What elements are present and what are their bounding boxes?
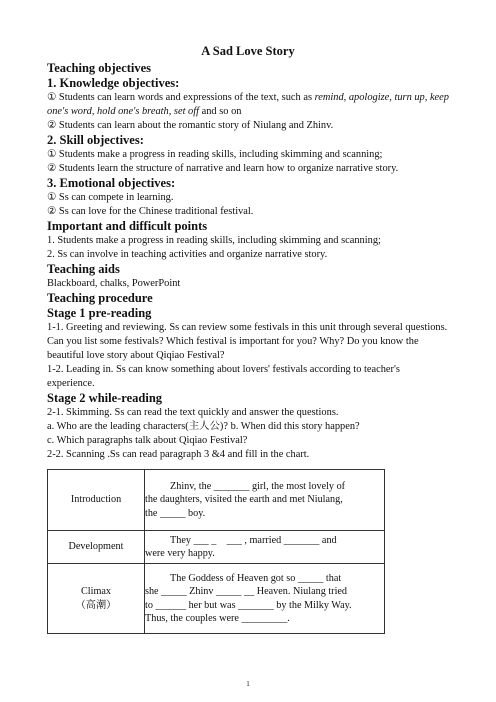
chart-row-development: [48, 531, 385, 564]
heading-stage-2: Stage 2 while-reading: [47, 391, 163, 405]
climax-line-4: Thus, the couples were _________.: [145, 613, 290, 624]
dev-line-2: were very happy.: [145, 548, 215, 559]
intro-line-3: the _____ boy.: [145, 507, 206, 519]
page-number: 1: [246, 680, 250, 688]
stage2-question-ab: a. Who are the leading characters(主人公)? b. When did this story happen?: [47, 421, 360, 432]
document-title: A Sad Love Story: [201, 44, 295, 58]
climax-label: Climax: [81, 586, 111, 597]
heading-teaching-procedure: Teaching procedure: [47, 291, 153, 305]
intro-line-1: Zhinv, the _______ girl, the most lovely of: [170, 480, 346, 492]
heading-emotional-objectives: 3. Emotional objectives:: [47, 176, 176, 190]
heading-knowledge-objectives: 1. Knowledge objectives:: [47, 76, 180, 90]
climax-line-3: to ______ her but was _______ by the Milky Way.: [145, 599, 352, 611]
important-item-1: 1. Students make a progress in reading skills, including skimming and scanning;: [47, 235, 381, 246]
emotional-item-1: ① Ss can compete in learning.: [47, 192, 174, 203]
skill-item-2: ② Students learn the structure of narrative and learn how to organize narrative story.: [47, 163, 399, 174]
knowledge-item-1: ① Students can learn words and expressions of the text, such as remind, apologize, turn up, keep one's word, hold one's breath, set off and so on: [47, 92, 449, 117]
chart-label-development: Development: [48, 531, 145, 564]
chart-row-climax: [48, 564, 385, 634]
important-item-2: 2. Ss can involve in teaching activities and organize narrative story.: [47, 249, 328, 260]
chart-label-climax: [48, 564, 145, 634]
chart-label-introduction: Introduction: [48, 470, 145, 531]
knowledge-item-2: ② Students can learn about the romantic story of Niulang and Zhinv.: [47, 120, 334, 131]
chart-cell-introduction: [145, 470, 385, 531]
intro-line-2: the daughters, visited the earth and met Niulang,: [145, 494, 343, 506]
stage1-step-1: 1-1. Greeting and reviewing. Ss can review some festivals in this unit through several questions. Can you list some festivals? Which festival is important for you? Why? Do you know the beautiful love story about Qiqiao Festival?: [47, 322, 448, 361]
document-body: [47, 44, 449, 462]
heading-skill-objectives: 2. Skill objectives:: [47, 133, 144, 147]
teaching-aids-text: Blackboard, chalks, PowerPoint: [47, 278, 181, 289]
chart-cell-climax: [145, 564, 385, 634]
stage2-step-1: 2-1. Skimming. Ss can read the text quickly and answer the questions.: [47, 407, 339, 418]
emotional-item-2: ② Ss can love for the Chinese traditional festival.: [47, 206, 254, 217]
stage2-step-2: 2-2. Scanning .Ss can read paragraph 3 &4 and fill in the chart.: [47, 449, 310, 460]
dev-line-1: They ___ _ ___ , married _______ and: [170, 534, 337, 546]
heading-important-points: Important and difficult points: [47, 219, 208, 233]
climax-line-2: she _____ Zhinv _____ __ Heaven. Niulang tried: [145, 586, 348, 597]
skill-item-1: ① Students make a progress in reading skills, including skimming and scanning;: [47, 149, 383, 160]
heading-teaching-objectives: Teaching objectives: [47, 61, 152, 75]
chart-row-introduction: [48, 470, 385, 531]
chart-cell-development: [145, 531, 385, 564]
stage2-question-c: c. Which paragraphs talk about Qiqiao Festival?: [47, 435, 248, 446]
climax-line-1: The Goddess of Heaven got so _____ that: [170, 572, 342, 584]
story-structure-chart: [47, 469, 385, 634]
heading-stage-1: Stage 1 pre-reading: [47, 306, 152, 320]
climax-label-cn: （高潮）: [75, 599, 117, 611]
stage1-step-2: 1-2. Leading in. Ss can know something about lovers' festivals according to teacher's experience.: [47, 364, 400, 389]
heading-teaching-aids: Teaching aids: [47, 262, 120, 276]
